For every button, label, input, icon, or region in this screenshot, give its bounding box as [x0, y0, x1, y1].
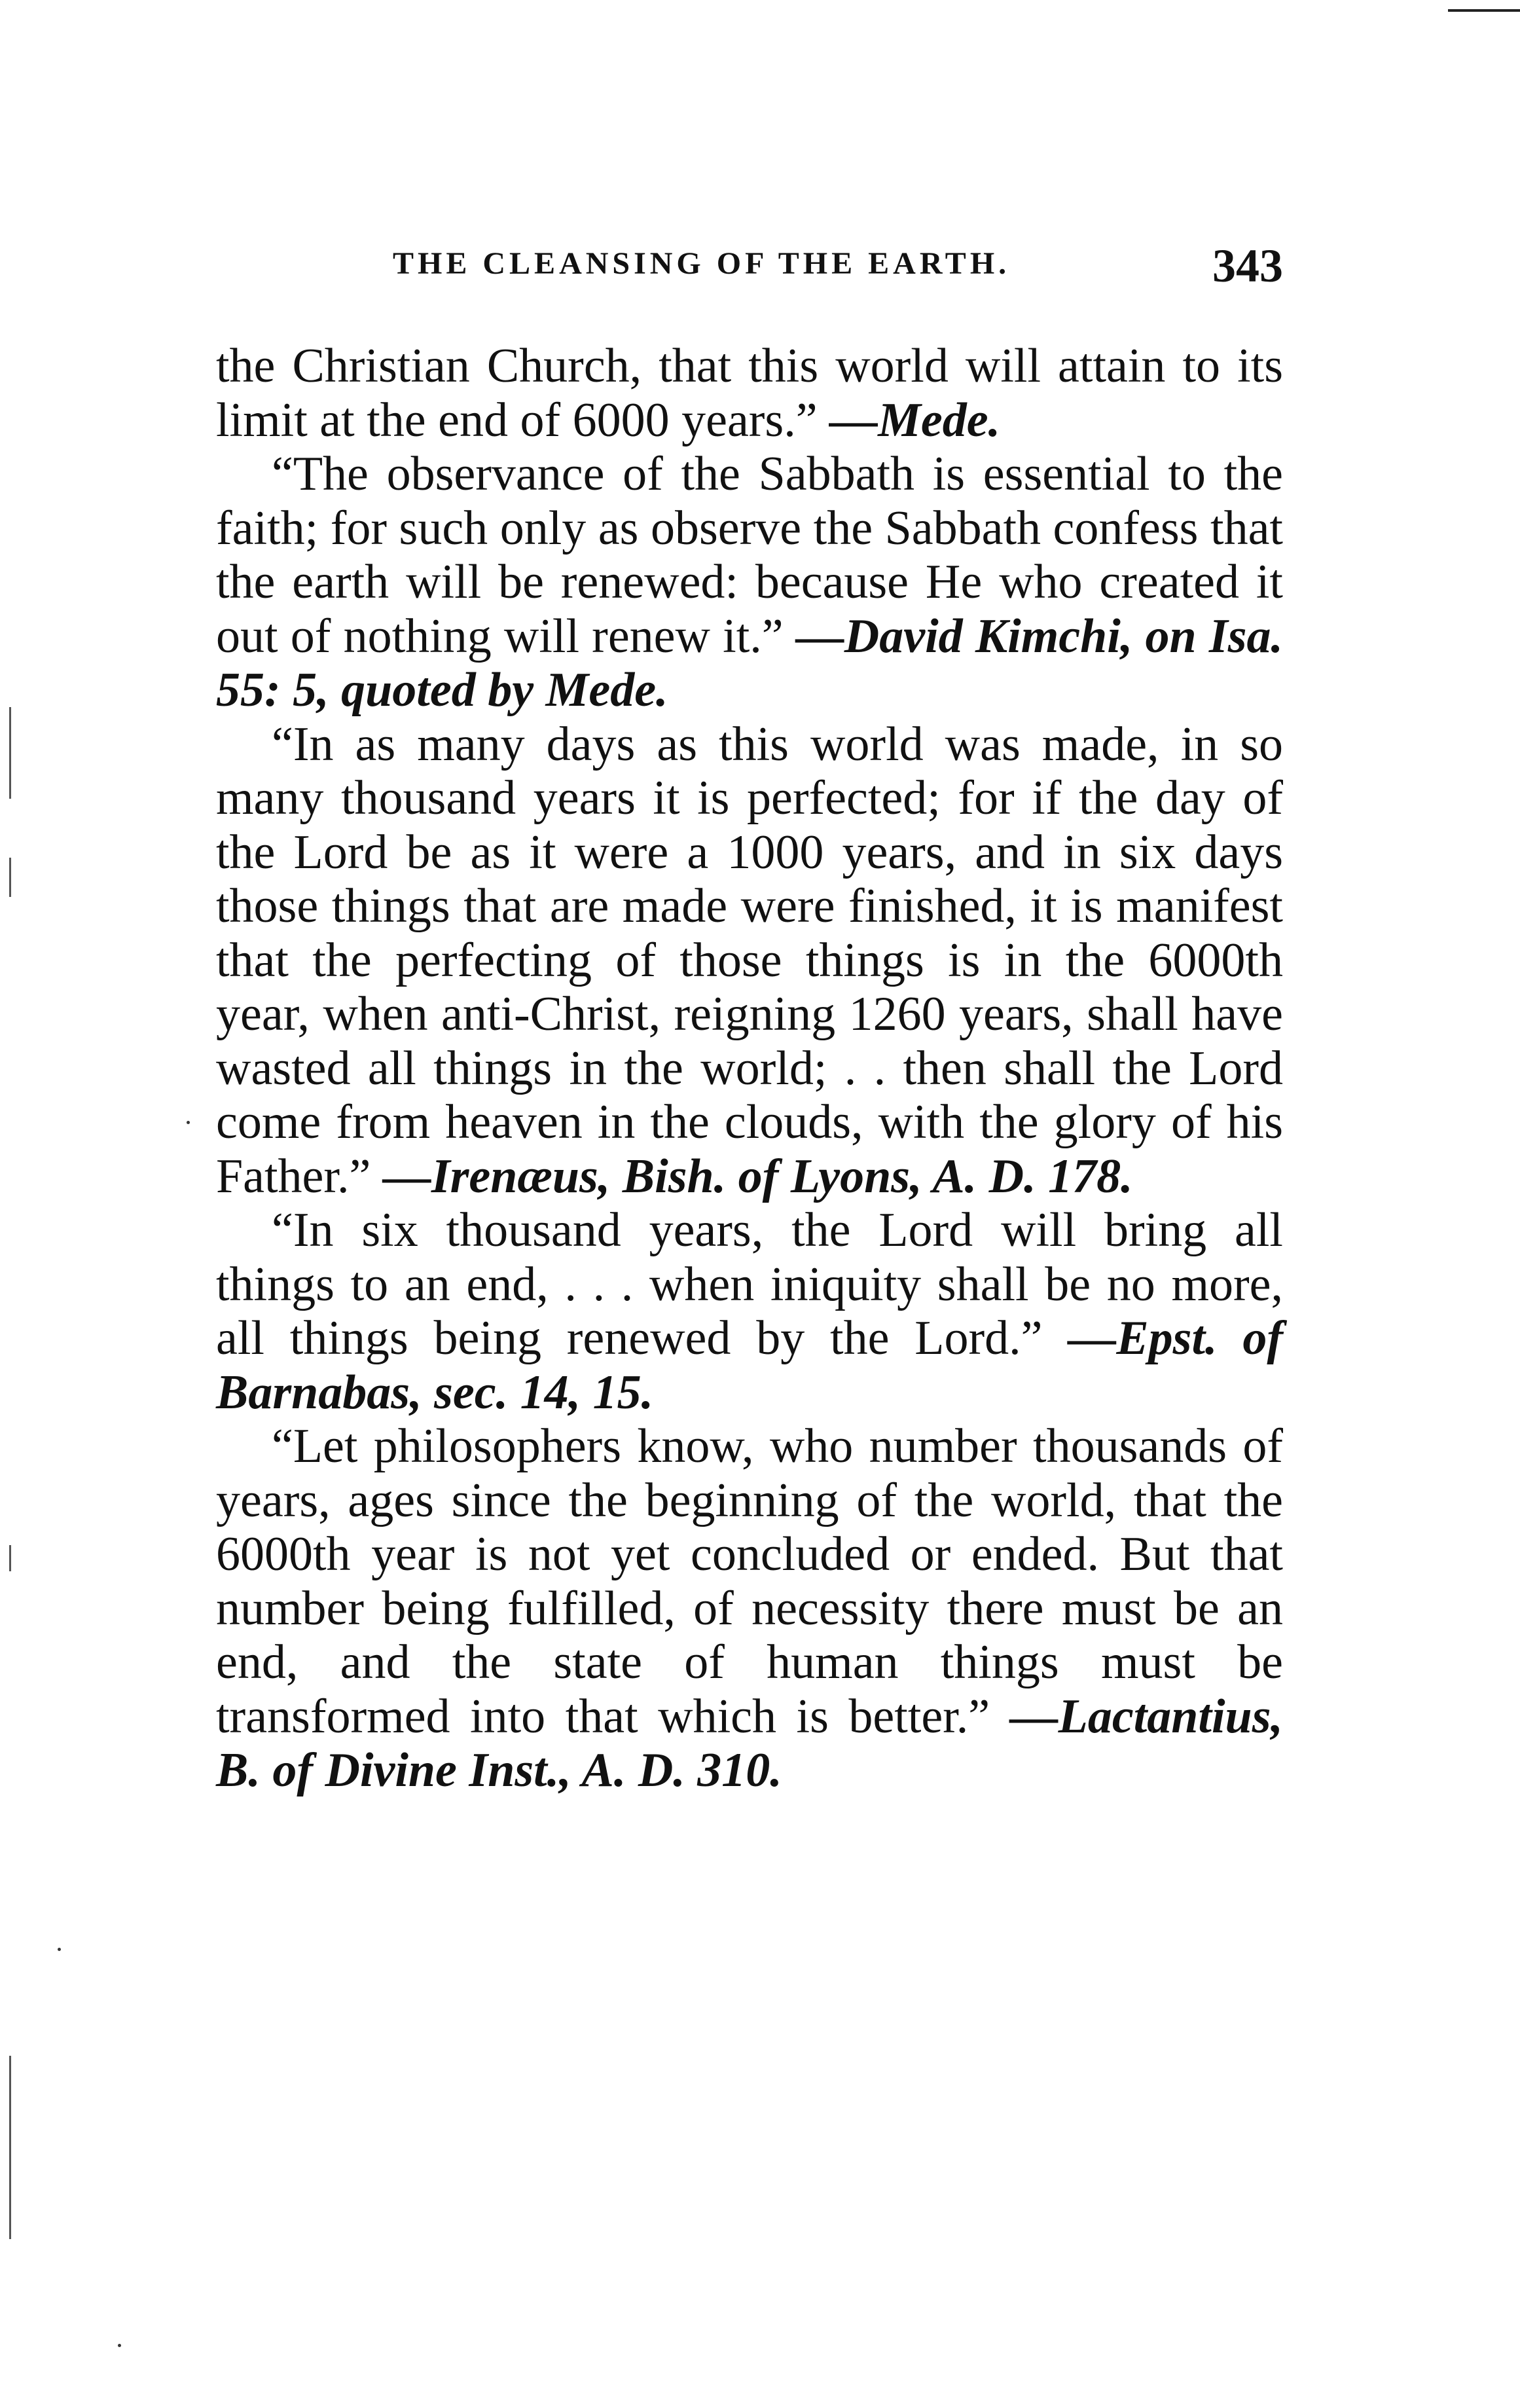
body-text [216, 339, 1283, 1798]
margin-scan-dot [118, 2344, 121, 2347]
running-title: THE CLEANSING OF THE EARTH. [393, 246, 1011, 281]
margin-scan-mark [9, 858, 11, 897]
margin-scan-dot [58, 1948, 61, 1951]
paragraph-text: the Christian Church, that this world will attain to its limit at the end of 6000 years.” [216, 339, 1283, 447]
page-header [393, 239, 1283, 291]
page-number: 343 [1212, 240, 1283, 292]
paragraph [216, 1203, 1283, 1419]
paragraph-text: “Let philosophers know, who number thousands of years, ages since the beginning of the world, that the 6000th year is not yet concluded or ended. But that number being fulfilled, of necessity there must be an end, and the state of human things must be transformed into that which is better.” [216, 1419, 1283, 1743]
page-edge-rule [1448, 9, 1520, 12]
paragraph [216, 339, 1283, 447]
citation: —Lactantius, B. of Divine Inst., A. D. 310. [216, 1689, 1283, 1797]
paragraph [216, 1419, 1283, 1798]
margin-scan-dot [187, 1121, 190, 1124]
citation: —David Kimchi, on Isa. 55: 5, quoted by Mede. [216, 609, 1283, 717]
margin-scan-mark [9, 1545, 11, 1571]
citation: —Mede. [829, 393, 1001, 447]
paragraph-text: “In six thousand years, the Lord will bring all things to an end, . . . when iniquity shall be no more, all things being renewed by the Lord.” [216, 1203, 1283, 1365]
paragraph-text: “In as many days as this world was made, in so many thousand years it is perfected; for if the day of the Lord be as it were a 1000 years, and in six days those things that are made were finished, it is manifest that the perfecting of those things is in the 6000th year, when anti-Christ, reigning 1260 years, shall have wasted all things in the world; . . then shall the Lord come from heaven in the clouds, with the glory of his Father.” [216, 717, 1283, 1203]
paragraph [216, 447, 1283, 718]
margin-scan-mark [9, 2056, 11, 2239]
paragraph [216, 718, 1283, 1204]
citation: —Irenæus, Bish. of Lyons, A. D. 178. [382, 1149, 1133, 1203]
citation: —Epst. of Barnabas, sec. 14, 15. [216, 1311, 1284, 1419]
margin-scan-mark [9, 707, 11, 799]
paragraph-text: “The observance of the Sabbath is essential to the faith; for such only as observe the Sabbath confess that the earth will be renewed: because He who created it out of nothing will renew it.” [216, 447, 1283, 663]
